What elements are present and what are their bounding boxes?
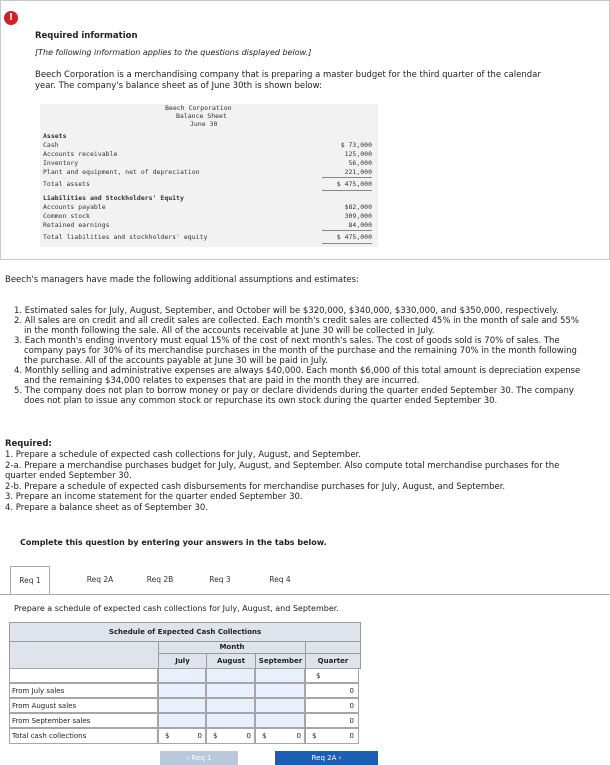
- next-button-label: Req 2A: [311, 754, 337, 762]
- alert-icon: !: [4, 11, 18, 25]
- quarter-value: 0: [305, 698, 359, 713]
- bs-value: $82,000: [344, 203, 372, 211]
- required-heading: Required:: [5, 439, 52, 449]
- list-item: 3. Prepare an income statement for the quarter ended September 30.: [5, 492, 303, 502]
- tab-req-1[interactable]: Req 1: [10, 566, 50, 595]
- bs-title-statement: Balance Sheet: [176, 112, 227, 120]
- quarter-value: 0: [305, 713, 359, 728]
- july-input[interactable]: [158, 683, 206, 698]
- september-input[interactable]: [255, 683, 305, 698]
- list-item: 2-a. Prepare a merchandise purchases budget for July, August, and September. Also compute total merchandise purchases for the: [5, 460, 560, 471]
- row-from-august: From August sales: [9, 698, 158, 713]
- list-item: in the month following the sale. All of the accounts receivable at June 30 will be collected in July.: [24, 326, 435, 336]
- total-value: 0: [197, 732, 202, 740]
- bs-title-company: Beech Corporation: [165, 104, 232, 112]
- col-september: September: [255, 653, 306, 669]
- bs-label: Cash: [43, 141, 59, 149]
- complete-note: Complete this question by entering your answers in the tabs below.: [20, 538, 327, 547]
- col-august: August: [206, 653, 256, 669]
- total-september: [255, 728, 305, 744]
- list-item: 2. All sales are on credit and all credit sales are collected. Each month's credit sales are collected 45% in the month of sale and 55%: [14, 316, 579, 326]
- list-item: 1. Prepare a schedule of expected cash collections for July, August, and September.: [5, 450, 361, 460]
- bs-label: Inventory: [43, 159, 79, 167]
- bs-total-value: $ 475,000: [336, 233, 372, 241]
- tab-req-3[interactable]: Req 3: [209, 575, 231, 584]
- bs-rule: [322, 190, 372, 191]
- bs-rule: [322, 243, 372, 244]
- row-label: [9, 668, 158, 683]
- list-item: 4. Monthly selling and administrative expenses are always $40,000. Each month $6,000 of this total amount is depreciation expense: [14, 366, 581, 376]
- quarter-cell: [305, 668, 359, 683]
- row-total: Total cash collections: [9, 728, 158, 744]
- bs-liab-heading: Liabilities and Stockholders' Equity: [43, 194, 184, 202]
- bs-value: 125,000: [344, 150, 372, 158]
- assumptions-intro: Beech's managers have made the following additional assumptions and estimates:: [5, 275, 359, 285]
- bs-value: 56,000: [348, 159, 372, 167]
- header-blank: [9, 641, 159, 669]
- bs-value: 84,000: [348, 221, 372, 229]
- col-quarter: Quarter: [305, 653, 361, 669]
- currency-symbol: $: [312, 732, 317, 740]
- bs-total-label: Total liabilities and stockholders' equity: [43, 233, 208, 241]
- september-input[interactable]: [255, 668, 305, 683]
- bs-assets-heading: Assets: [43, 132, 67, 140]
- list-item: 3. Each month's ending inventory must equal 15% of the cost of next month's sales. The cost of goods sold is 70% of sales. The: [14, 336, 560, 346]
- total-quarter: [305, 728, 359, 744]
- required-list: [5, 450, 559, 513]
- list-item: the purchase. All of the accounts payable at June 30 will be paid in July.: [24, 356, 328, 366]
- list-item: 4. Prepare a balance sheet as of September 30.: [5, 502, 208, 513]
- tab-divider: [0, 594, 610, 595]
- total-value: 0: [296, 732, 301, 740]
- august-input[interactable]: [206, 683, 255, 698]
- list-item: quarter ended September 30.: [5, 471, 132, 481]
- august-input[interactable]: [206, 668, 255, 683]
- schedule-title: Schedule of Expected Cash Collections: [9, 622, 361, 643]
- total-value: 0: [349, 732, 354, 740]
- list-item: 2-b. Prepare a schedule of expected cash disbursements for merchandise purchases for July, August, and September.: [5, 481, 506, 492]
- info-note: [The following information applies to the questions displayed below.]: [35, 48, 312, 57]
- august-input[interactable]: [206, 713, 255, 728]
- tab-req-4[interactable]: Req 4: [269, 575, 291, 584]
- quarter-value: 0: [305, 683, 359, 698]
- bs-label: Retained earnings: [43, 221, 110, 229]
- august-input[interactable]: [206, 698, 255, 713]
- info-title: Required information: [35, 31, 138, 41]
- list-item: does not plan to issue any common stock or repurchase its own stock during the quarter ended September 30.: [24, 396, 498, 406]
- question-prompt: Prepare a schedule of expected cash collections for July, August, and September.: [14, 604, 339, 613]
- currency-symbol: $: [165, 732, 170, 740]
- july-input[interactable]: [158, 713, 206, 728]
- tab-req-2a[interactable]: Req 2A: [86, 575, 114, 584]
- bs-label: Accounts payable: [43, 203, 106, 211]
- month-header: Month: [158, 641, 306, 654]
- september-input[interactable]: [255, 713, 305, 728]
- july-input[interactable]: [158, 698, 206, 713]
- bs-total-label: Total assets: [43, 180, 90, 188]
- currency-symbol: $: [213, 732, 218, 740]
- total-value: 0: [246, 732, 251, 740]
- list-item: 1. Estimated sales for July, August, September, and October will be $320,000, $340,000, $330,000, and $350,000, respectively.: [14, 306, 559, 316]
- bs-label: Common stock: [43, 212, 90, 220]
- bs-value: 309,000: [344, 212, 372, 220]
- assumptions-list: [14, 306, 580, 406]
- tab-req-2b[interactable]: Req 2B: [146, 575, 174, 584]
- currency-symbol: $: [262, 732, 267, 740]
- list-item: company pays for 30% of its merchandise purchases in the month of the purchase and the remaining 70% in the month following: [24, 346, 577, 356]
- intro-line-2: year. The company's balance sheet as of June 30th is shown below:: [35, 81, 322, 91]
- list-item: and the remaining $34,000 relates to expenses that are paid in the month they are incurred.: [24, 376, 420, 386]
- bs-rule: [322, 177, 372, 178]
- row-from-july: From July sales: [9, 683, 158, 698]
- intro-line-1: Beech Corporation is a merchandising company that is preparing a master budget for the third quarter of the calendar: [35, 70, 541, 80]
- total-july: [158, 728, 206, 744]
- bs-label: Accounts receivable: [43, 150, 118, 158]
- total-august: [206, 728, 255, 744]
- prev-button-label: Req 1: [191, 754, 212, 762]
- bs-title-date: June 30: [190, 120, 218, 128]
- chevron-right-icon: ›: [336, 754, 342, 762]
- currency-symbol: $: [316, 672, 321, 680]
- bs-value: 221,000: [344, 168, 372, 176]
- september-input[interactable]: [255, 698, 305, 713]
- list-item: 5. The company does not plan to borrow money or pay or declare dividends during the quarter ended September 30. The company: [14, 386, 574, 396]
- july-input[interactable]: [158, 668, 206, 683]
- bs-rule: [322, 230, 372, 231]
- col-july: July: [158, 653, 207, 669]
- bs-label: Plant and equipment, net of depreciation: [43, 168, 200, 176]
- bs-total-value: $ 475,000: [336, 180, 372, 188]
- chevron-left-icon: ‹: [186, 754, 192, 762]
- row-from-september: From September sales: [9, 713, 158, 728]
- bs-value: $ 73,000: [340, 141, 372, 149]
